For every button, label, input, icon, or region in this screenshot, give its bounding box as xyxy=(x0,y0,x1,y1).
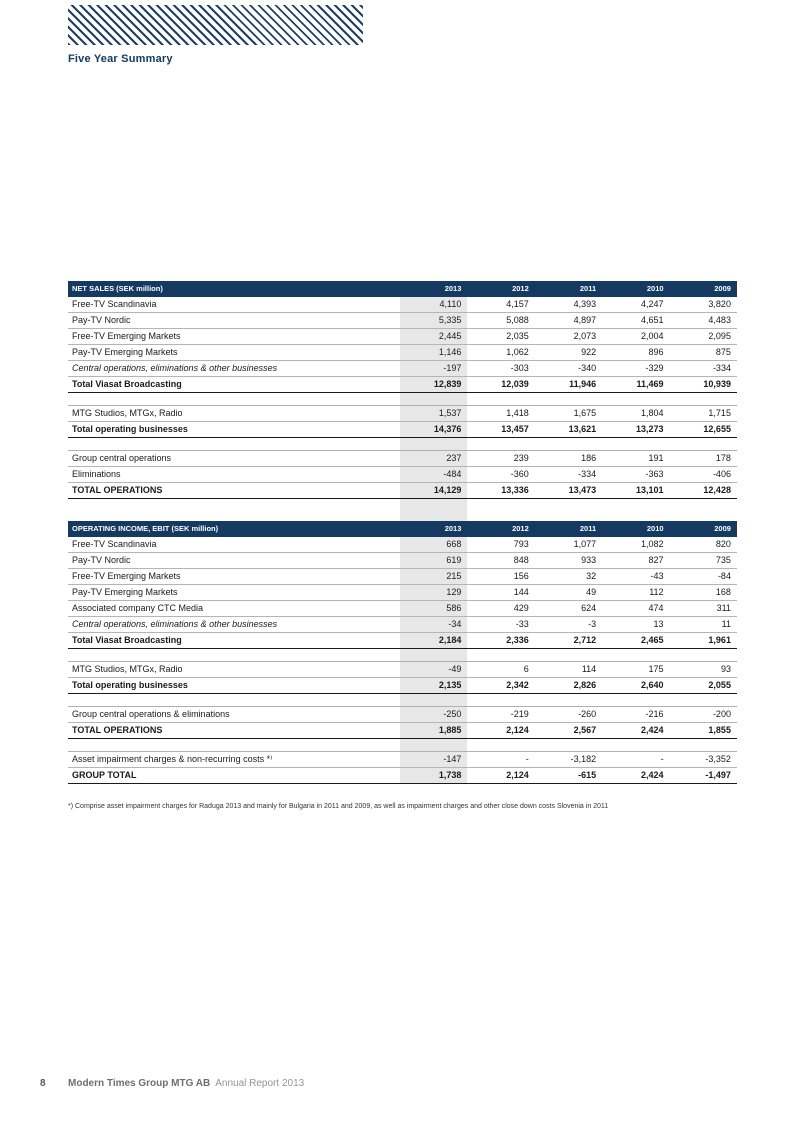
row-label: Central operations, eliminations & other businesses xyxy=(72,619,278,629)
year-column-header: 2013 xyxy=(444,524,462,533)
cell-value: 668 xyxy=(446,539,462,549)
cell-value: 2,640 xyxy=(641,680,664,690)
row-label: Pay-TV Nordic xyxy=(72,315,131,325)
cell-value: -34 xyxy=(448,619,462,629)
cell-value: 827 xyxy=(648,555,664,565)
cell-value: 13,336 xyxy=(501,485,529,495)
cell-value: 1,418 xyxy=(506,408,529,418)
cell-value: 2,184 xyxy=(438,635,462,645)
table-row xyxy=(68,537,737,553)
cell-value: -360 xyxy=(510,469,529,479)
year-column-header: 2009 xyxy=(714,524,731,533)
cell-value: 237 xyxy=(446,453,462,463)
cell-value: 114 xyxy=(581,664,597,674)
table-row xyxy=(68,467,737,483)
cell-value: 6 xyxy=(523,664,529,674)
footer-company: Modern Times Group MTG AB xyxy=(68,1078,211,1089)
cell-value: 793 xyxy=(513,539,529,549)
cell-value: 2,465 xyxy=(641,635,664,645)
row-label: Pay-TV Emerging Markets xyxy=(72,587,178,597)
row-label: Free-TV Emerging Markets xyxy=(72,331,181,341)
table-row xyxy=(68,297,737,313)
cell-value: -334 xyxy=(712,363,731,373)
cell-value: 735 xyxy=(715,555,731,565)
row-label: GROUP TOTAL xyxy=(72,770,137,780)
cell-value: 922 xyxy=(581,347,597,357)
cell-value: - xyxy=(660,754,664,764)
row-label: Pay-TV Emerging Markets xyxy=(72,347,178,357)
table-row xyxy=(68,406,737,422)
cell-value: 11,946 xyxy=(569,379,597,389)
cell-value: 13,457 xyxy=(501,424,529,434)
page-title: Five Year Summary xyxy=(68,53,173,65)
cell-value: -3 xyxy=(588,619,597,629)
table-row xyxy=(68,633,737,649)
cell-value: 12,039 xyxy=(501,379,529,389)
table-row xyxy=(68,361,737,377)
cell-value: 3,820 xyxy=(708,299,731,309)
row-label: Total operating businesses xyxy=(72,424,188,434)
table-title: OPERATING INCOME, EBIT (SEK million) xyxy=(72,524,219,533)
table-row xyxy=(68,483,737,499)
table-row xyxy=(68,313,737,329)
cell-value: 896 xyxy=(648,347,664,357)
footer-report-title: Annual Report 2013 xyxy=(215,1078,305,1089)
cell-value: 2,073 xyxy=(573,331,597,341)
year-column-header: 2011 xyxy=(579,524,597,533)
spacer-row xyxy=(68,694,737,707)
cell-value: -197 xyxy=(443,363,462,373)
cell-value: -303 xyxy=(510,363,529,373)
cell-value: 586 xyxy=(446,603,462,613)
year-column-header: 2010 xyxy=(646,524,664,533)
cell-value: -3,182 xyxy=(570,754,597,764)
table-header-row xyxy=(68,281,737,297)
cell-value: 848 xyxy=(513,555,529,565)
year-column-header: 2010 xyxy=(646,284,664,293)
row-label: Asset impairment charges & non-recurring costs *⁾ xyxy=(72,754,273,764)
table-title: NET SALES (SEK million) xyxy=(72,284,163,293)
cell-value: 1,146 xyxy=(438,347,462,357)
cell-value: -406 xyxy=(712,469,731,479)
cell-value: 2,095 xyxy=(708,331,731,341)
cell-value: 2,424 xyxy=(641,770,664,780)
cell-value: -260 xyxy=(578,709,597,719)
footnote: *) Comprise asset impairment charges for Raduga 2013 and mainly for Bulgaria in 2011 and 2009, as well as impairment charges and other close down costs Slovenia in 2011 xyxy=(68,803,609,810)
cell-value: 2,712 xyxy=(573,635,597,645)
cell-value: 2,004 xyxy=(641,331,664,341)
cell-value: 13,101 xyxy=(636,485,664,495)
cell-value: 2,336 xyxy=(506,635,529,645)
cell-value: 624 xyxy=(581,603,597,613)
row-label: Pay-TV Nordic xyxy=(72,555,131,565)
table-row xyxy=(68,329,737,345)
cell-value: 11 xyxy=(721,619,731,629)
cell-value: 14,376 xyxy=(433,424,462,434)
spacer-row xyxy=(68,649,737,662)
hatch-decoration xyxy=(68,5,363,45)
cell-value: -329 xyxy=(645,363,664,373)
row-label: TOTAL OPERATIONS xyxy=(72,485,163,495)
cell-value: 1,961 xyxy=(708,635,731,645)
cell-value: -340 xyxy=(578,363,597,373)
table-row xyxy=(68,678,737,694)
cell-value: 875 xyxy=(715,347,731,357)
cell-value: 1,077 xyxy=(573,539,597,549)
cell-value: - xyxy=(525,754,529,764)
cell-value: -49 xyxy=(448,664,462,674)
cell-value: 93 xyxy=(720,664,731,674)
spacer-row xyxy=(68,438,737,451)
cell-value: 4,157 xyxy=(506,299,529,309)
cell-value: 4,651 xyxy=(641,315,664,325)
cell-value: 112 xyxy=(649,587,664,597)
cell-value: -33 xyxy=(515,619,529,629)
cell-value: 2,124 xyxy=(506,725,529,735)
cell-value: 186 xyxy=(581,453,597,463)
cell-value: 474 xyxy=(648,603,664,613)
table-row xyxy=(68,585,737,601)
cell-value: 2,055 xyxy=(708,680,731,690)
table-row xyxy=(68,617,737,633)
table-row xyxy=(68,345,737,361)
cell-value: 1,062 xyxy=(506,347,529,357)
row-label: Group central operations & eliminations xyxy=(72,709,230,719)
row-label: Free-TV Emerging Markets xyxy=(72,571,181,581)
row-label: Total Viasat Broadcasting xyxy=(72,379,182,389)
spacer-row xyxy=(68,393,737,406)
row-label: Group central operations xyxy=(72,453,172,463)
cell-value: 2,342 xyxy=(506,680,529,690)
row-label: Total operating businesses xyxy=(72,680,188,690)
cell-value: 12,428 xyxy=(703,485,731,495)
cell-value: 2,135 xyxy=(438,680,462,690)
cell-value: 5,335 xyxy=(438,315,462,325)
cell-value: 4,247 xyxy=(641,299,664,309)
cell-value: 1,715 xyxy=(708,408,731,418)
cell-value: 2,035 xyxy=(506,331,529,341)
page-number: 8 xyxy=(40,1078,46,1089)
cell-value: 13,473 xyxy=(568,485,597,495)
table-row xyxy=(68,377,737,393)
cell-value: 820 xyxy=(715,539,731,549)
cell-value: 4,393 xyxy=(573,299,597,309)
cell-value: 2,124 xyxy=(506,770,529,780)
spacer-row xyxy=(68,739,737,752)
table-row xyxy=(68,768,737,784)
cell-value: 12,839 xyxy=(433,379,462,389)
table-row xyxy=(68,601,737,617)
cell-value: 32 xyxy=(586,571,597,581)
cell-value: -43 xyxy=(650,571,664,581)
year-column-header: 2012 xyxy=(512,524,529,533)
cell-value: 4,483 xyxy=(708,315,731,325)
cell-value: 5,088 xyxy=(506,315,529,325)
table-row xyxy=(68,553,737,569)
cell-value: 175 xyxy=(648,664,664,674)
cell-value: -219 xyxy=(510,709,529,719)
cell-value: 4,897 xyxy=(573,315,597,325)
cell-value: 1,082 xyxy=(641,539,664,549)
row-label: Free-TV Scandinavia xyxy=(72,299,157,309)
cell-value: 1,675 xyxy=(573,408,597,418)
year-column-header: 2009 xyxy=(714,284,731,293)
table-row xyxy=(68,569,737,585)
cell-value: 1,537 xyxy=(438,408,462,418)
row-label: MTG Studios, MTGx, Radio xyxy=(72,408,183,418)
cell-value: -3,352 xyxy=(705,754,731,764)
cell-value: 2,567 xyxy=(573,725,597,735)
table-row xyxy=(68,752,737,768)
cell-value: 311 xyxy=(716,603,731,613)
cell-value: 13 xyxy=(653,619,664,629)
cell-value: 191 xyxy=(648,453,664,463)
cell-value: 156 xyxy=(513,571,529,581)
page-footer xyxy=(40,1078,304,1089)
cell-value: 11,469 xyxy=(636,379,664,389)
table-header-row xyxy=(68,521,737,537)
year-column-header: 2013 xyxy=(444,284,462,293)
table-row xyxy=(68,723,737,739)
cell-value: 13,273 xyxy=(636,424,664,434)
row-label: TOTAL OPERATIONS xyxy=(72,725,163,735)
row-label: Total Viasat Broadcasting xyxy=(72,635,182,645)
cell-value: 178 xyxy=(715,453,731,463)
year-column-header: 2012 xyxy=(512,284,529,293)
cell-value: 215 xyxy=(446,571,462,581)
cell-value: -200 xyxy=(712,709,731,719)
cell-value: 1,885 xyxy=(438,725,462,735)
cell-value: 429 xyxy=(513,603,529,613)
cell-value: 49 xyxy=(586,587,597,597)
table-row xyxy=(68,451,737,467)
cell-value: 2,826 xyxy=(573,680,597,690)
row-label: Central operations, eliminations & other businesses xyxy=(72,363,278,373)
row-label: Eliminations xyxy=(72,469,121,479)
cell-value: 2,445 xyxy=(438,331,462,341)
cell-value: 1,855 xyxy=(708,725,731,735)
cell-value: 1,804 xyxy=(641,408,664,418)
cell-value: 2,424 xyxy=(641,725,664,735)
net-sales-table xyxy=(68,281,737,499)
page-content xyxy=(68,281,737,810)
cell-value: -334 xyxy=(578,469,597,479)
cell-value: 168 xyxy=(715,587,731,597)
cell-value: 4,110 xyxy=(439,299,462,309)
operating-income-table xyxy=(68,521,737,784)
cell-value: -363 xyxy=(645,469,664,479)
cell-value: 144 xyxy=(513,587,529,597)
cell-value: -216 xyxy=(645,709,664,719)
cell-value: 14,129 xyxy=(433,485,462,495)
table-row xyxy=(68,707,737,723)
row-label: Associated company CTC Media xyxy=(72,603,204,613)
cell-value: -484 xyxy=(443,469,462,479)
cell-value: 1,738 xyxy=(438,770,462,780)
cell-value: 10,939 xyxy=(703,379,731,389)
table-row xyxy=(68,422,737,438)
cell-value: -1,497 xyxy=(705,770,731,780)
cell-value: 933 xyxy=(581,555,597,565)
cell-value: 13,621 xyxy=(568,424,597,434)
cell-value: -84 xyxy=(717,571,731,581)
table-row xyxy=(68,662,737,678)
financial-tables xyxy=(68,281,737,784)
year-column-header: 2011 xyxy=(579,284,597,293)
cell-value: 12,655 xyxy=(703,424,731,434)
cell-value: 619 xyxy=(446,555,462,565)
cell-value: -615 xyxy=(578,770,597,780)
cell-value: -250 xyxy=(443,709,462,719)
cell-value: 129 xyxy=(446,587,462,597)
row-label: Free-TV Scandinavia xyxy=(72,539,157,549)
cell-value: -147 xyxy=(443,754,462,764)
row-label: MTG Studios, MTGx, Radio xyxy=(72,664,183,674)
cell-value: 239 xyxy=(513,453,529,463)
